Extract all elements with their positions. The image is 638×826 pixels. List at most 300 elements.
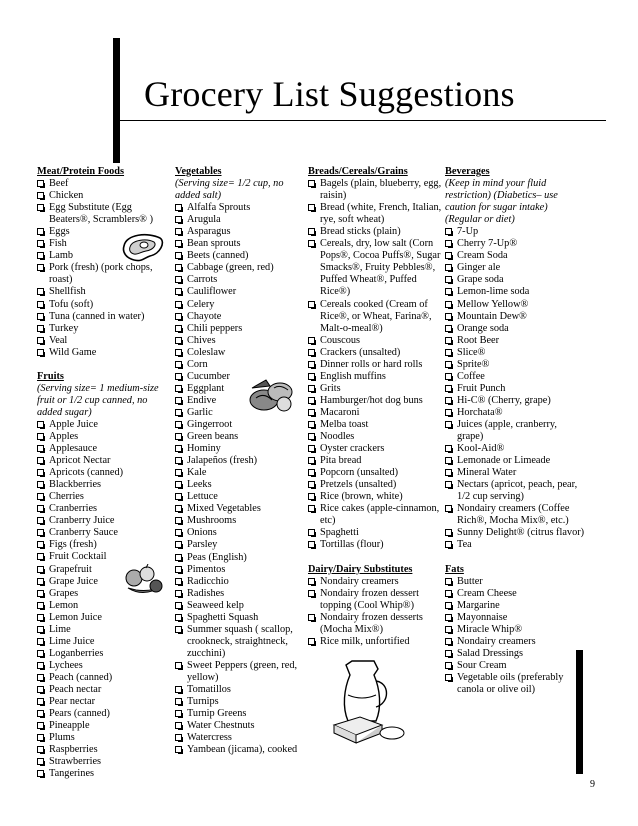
checkbox-icon[interactable] xyxy=(175,325,182,332)
list-item xyxy=(445,419,585,443)
checkbox-icon[interactable] xyxy=(445,614,452,621)
list-item-label: Jalapeños (fresh) xyxy=(187,455,258,467)
checkbox-icon[interactable] xyxy=(308,373,315,380)
checkbox-icon[interactable] xyxy=(445,397,452,404)
checkbox-icon[interactable] xyxy=(308,481,315,488)
checkbox-icon[interactable] xyxy=(37,662,44,669)
list-item-label: Butter xyxy=(457,575,483,587)
list-item-label: Cream Soda xyxy=(457,250,508,262)
checkbox-icon[interactable] xyxy=(175,216,182,223)
list-item-label: Gingerroot xyxy=(187,418,233,430)
list-item-label: Mixed Vegetables xyxy=(187,503,261,515)
checkbox-icon[interactable] xyxy=(37,650,44,657)
list-item xyxy=(37,503,171,515)
list-item-label: Horchata® xyxy=(457,406,503,418)
checkbox-icon[interactable] xyxy=(175,204,182,211)
list-item xyxy=(37,768,171,780)
checkbox-icon[interactable] xyxy=(175,614,182,621)
list-item-label: Egg Substitute (Egg Beaters®, Scramblers® ) xyxy=(49,202,153,226)
checkbox-icon[interactable] xyxy=(445,240,452,247)
checkbox-icon[interactable] xyxy=(308,301,315,308)
checkbox-icon[interactable] xyxy=(445,361,452,368)
list-item xyxy=(445,226,585,238)
checkbox-icon[interactable] xyxy=(37,445,44,452)
list-item-label: Dinner rolls or hard rolls xyxy=(320,358,423,370)
list-item xyxy=(175,696,303,708)
checkbox-icon[interactable] xyxy=(175,337,182,344)
list-item-label: Rice cakes (apple-cinnamon, etc) xyxy=(320,503,440,527)
checkbox-icon[interactable] xyxy=(175,313,182,320)
section-heading: Meat/Protein Foods xyxy=(37,166,125,177)
checkbox-icon[interactable] xyxy=(445,445,452,452)
list-item-label: Pear nectar xyxy=(49,696,96,708)
list-item-label: Ginger ale xyxy=(457,262,501,274)
checkbox-icon[interactable] xyxy=(175,409,182,416)
checkbox-icon[interactable] xyxy=(308,469,315,476)
checkbox-icon[interactable] xyxy=(37,517,44,524)
list-item xyxy=(37,672,171,684)
checkbox-icon[interactable] xyxy=(175,505,182,512)
checkbox-icon[interactable] xyxy=(445,590,452,597)
checkbox-icon[interactable] xyxy=(175,240,182,247)
list-item xyxy=(175,335,303,347)
list-item-label: Lemonade or Limeade xyxy=(457,455,551,467)
list-item xyxy=(37,684,171,696)
checkbox-icon[interactable] xyxy=(175,493,182,500)
list-item-label: Kale xyxy=(187,467,207,479)
list-item-label: Pretzels (unsalted) xyxy=(320,479,397,491)
checkbox-icon[interactable] xyxy=(37,674,44,681)
list-item-label: Peach (canned) xyxy=(49,671,113,683)
checkbox-icon[interactable] xyxy=(445,457,452,464)
checkbox-icon[interactable] xyxy=(445,252,452,259)
checkbox-icon[interactable] xyxy=(175,433,182,440)
list-item xyxy=(37,299,171,311)
list-item xyxy=(175,491,303,503)
column-3 xyxy=(308,166,442,648)
checkbox-icon[interactable] xyxy=(445,541,452,548)
list-item xyxy=(175,744,303,756)
checkbox-icon[interactable] xyxy=(37,553,44,560)
checkbox-icon[interactable] xyxy=(37,590,44,597)
checkbox-icon[interactable] xyxy=(445,337,452,344)
list-item xyxy=(37,600,171,612)
page-number: 9 xyxy=(590,779,595,790)
checkbox-icon[interactable] xyxy=(308,361,315,368)
list-item xyxy=(308,238,442,298)
checkbox-icon[interactable] xyxy=(175,457,182,464)
list-item xyxy=(175,262,303,274)
checkbox-icon[interactable] xyxy=(37,710,44,717)
checkbox-icon[interactable] xyxy=(175,252,182,259)
list-item xyxy=(445,335,585,347)
checkbox-icon[interactable] xyxy=(308,590,315,597)
checkbox-icon[interactable] xyxy=(175,578,182,585)
checkbox-icon[interactable] xyxy=(445,288,452,295)
checkbox-icon[interactable] xyxy=(37,252,44,259)
list-item-label: Wild Game xyxy=(49,346,97,358)
checkbox-icon[interactable] xyxy=(445,626,452,633)
list-item-label: Apricot Nectar xyxy=(49,455,111,467)
checkbox-icon[interactable] xyxy=(445,264,452,271)
list-item xyxy=(445,527,585,539)
list-item-label: Spaghetti xyxy=(320,527,359,539)
list-item xyxy=(175,515,303,527)
checkbox-icon[interactable] xyxy=(175,373,182,380)
checkbox-icon[interactable] xyxy=(175,529,182,536)
list-item xyxy=(308,419,442,431)
checkbox-icon[interactable] xyxy=(175,276,182,283)
checkbox-icon[interactable] xyxy=(37,457,44,464)
list-item xyxy=(308,178,442,202)
checkbox-icon[interactable] xyxy=(175,445,182,452)
decorative-bar-top xyxy=(113,38,120,163)
list-item xyxy=(445,600,585,612)
checkbox-icon[interactable] xyxy=(37,578,44,585)
list-item xyxy=(445,286,585,298)
list-item xyxy=(308,359,442,371)
list-item xyxy=(37,431,171,443)
list-item xyxy=(37,696,171,708)
checkbox-icon[interactable] xyxy=(308,578,315,585)
checkbox-icon[interactable] xyxy=(308,385,315,392)
list-item-label: Tea xyxy=(457,539,472,551)
list-item-label: Fruit Punch xyxy=(457,382,506,394)
list-item-label: Turkey xyxy=(49,322,79,334)
list-item-label: Lemon-lime soda xyxy=(457,286,530,298)
checkbox-icon[interactable] xyxy=(175,698,182,705)
list-item-label: Lychees xyxy=(49,659,83,671)
checkbox-icon[interactable] xyxy=(175,554,182,561)
list-item-label: Margarine xyxy=(457,599,500,611)
list-item xyxy=(308,503,442,527)
checkbox-icon[interactable] xyxy=(308,409,315,416)
list-item xyxy=(37,515,171,527)
list-item xyxy=(445,407,585,419)
checkbox-icon[interactable] xyxy=(175,686,182,693)
checkbox-icon[interactable] xyxy=(445,228,452,235)
list-item-label: Chili peppers xyxy=(187,322,243,334)
list-item xyxy=(308,335,442,347)
checkbox-icon[interactable] xyxy=(175,566,182,573)
checkbox-icon[interactable] xyxy=(175,590,182,597)
list-item-label: Juices (apple, cranberry, grape) xyxy=(457,418,557,443)
checkbox-icon[interactable] xyxy=(37,614,44,621)
list-item xyxy=(37,648,171,660)
checkbox-icon[interactable] xyxy=(308,180,315,187)
checkbox-icon[interactable] xyxy=(37,626,44,633)
checkbox-icon[interactable] xyxy=(308,228,315,235)
list-item xyxy=(37,720,171,732)
checkbox-icon[interactable] xyxy=(445,349,452,356)
list-item-label: Veal xyxy=(49,334,68,346)
vegetables-icon xyxy=(246,374,296,414)
list-item xyxy=(37,467,171,479)
checkbox-icon[interactable] xyxy=(37,433,44,440)
checkbox-icon[interactable] xyxy=(308,505,315,512)
list-item xyxy=(37,551,171,563)
list-item xyxy=(308,467,442,479)
checkbox-icon[interactable] xyxy=(37,566,44,573)
checkbox-icon[interactable] xyxy=(445,674,452,681)
list-item-label: Apples xyxy=(49,430,79,442)
list-item-label: Lettuce xyxy=(187,491,218,503)
list-item xyxy=(37,479,171,491)
list-item-label: Asparagus xyxy=(187,226,231,238)
list-item-label: Mellow Yellow® xyxy=(457,298,529,310)
list-item-label: Tangerines xyxy=(49,768,95,780)
milk-pitcher-icon xyxy=(330,655,408,745)
checkbox-icon[interactable] xyxy=(175,397,182,404)
checkbox-icon[interactable] xyxy=(37,770,44,777)
checkbox-icon[interactable] xyxy=(37,505,44,512)
list-item xyxy=(175,527,303,539)
checkbox-icon[interactable] xyxy=(37,469,44,476)
list-item xyxy=(37,323,171,335)
list-item xyxy=(445,660,585,672)
list-item-label: Hominy xyxy=(187,443,221,455)
list-item xyxy=(175,539,303,551)
checkbox-icon[interactable] xyxy=(37,421,44,428)
list-item-label: Cream Cheese xyxy=(457,587,517,599)
checkbox-icon[interactable] xyxy=(445,505,452,512)
checkbox-icon[interactable] xyxy=(175,722,182,729)
list-item-label: Noodles xyxy=(320,431,355,443)
list-item-label: Peas (English) xyxy=(187,551,247,563)
checkbox-icon[interactable] xyxy=(308,397,315,404)
checkbox-icon[interactable] xyxy=(175,288,182,295)
list-item xyxy=(445,323,585,335)
checkbox-icon[interactable] xyxy=(445,662,452,669)
list-item xyxy=(445,539,585,551)
checkbox-icon[interactable] xyxy=(308,457,315,464)
list-item-label: Bread sticks (plain) xyxy=(320,226,401,238)
list-item-label: Nectars (apricot, peach, pear, 1/2 cup serving) xyxy=(457,479,578,503)
list-item xyxy=(308,407,442,419)
column-2 xyxy=(175,166,303,756)
checkbox-icon[interactable] xyxy=(308,529,315,536)
list-item xyxy=(175,624,303,660)
checkbox-icon[interactable] xyxy=(37,602,44,609)
list-item xyxy=(175,274,303,286)
checkbox-icon[interactable] xyxy=(37,746,44,753)
checkbox-icon[interactable] xyxy=(445,373,452,380)
list-item-label: Lamb xyxy=(49,250,74,262)
checkbox-icon[interactable] xyxy=(175,517,182,524)
list-item xyxy=(308,383,442,395)
list-item-label: Cucumber xyxy=(187,370,230,382)
list-item xyxy=(37,455,171,467)
list-item xyxy=(37,419,171,431)
list-item-label: Garlic xyxy=(187,406,213,418)
list-item xyxy=(175,419,303,431)
list-item xyxy=(37,539,171,551)
section-heading: Breads/Cereals/Grains xyxy=(308,166,408,177)
list-item-label: Grapes xyxy=(49,587,79,599)
list-item-label: Radicchio xyxy=(187,575,229,587)
checkbox-icon[interactable] xyxy=(445,481,452,488)
checkbox-icon[interactable] xyxy=(175,662,182,669)
list-item-label: Strawberries xyxy=(49,756,102,768)
list-item xyxy=(308,395,442,407)
checkbox-icon[interactable] xyxy=(175,361,182,368)
list-item-label: Nondairy creamers (Coffee Rich®, Mocha Mix®, etc.) xyxy=(457,503,570,527)
serving-note: (Serving size= 1 medium-size fruit or 1/2 cup canned, no added sugar) xyxy=(37,382,159,418)
list-item-label: Tomatillos xyxy=(187,684,231,696)
checkbox-icon[interactable] xyxy=(175,301,182,308)
list-item-label: Turnips xyxy=(187,696,219,708)
checkbox-icon[interactable] xyxy=(37,541,44,548)
checkbox-icon[interactable] xyxy=(175,228,182,235)
list-item-label: Kool-Aid® xyxy=(457,443,505,455)
section-heading: Fruits xyxy=(37,370,64,382)
section-heading: Vegetables xyxy=(175,166,222,177)
serving-note: (Keep in mind your fluid restriction) (Diabetics– use caution for sugar intake) (Regular or diet) xyxy=(445,178,558,226)
checkbox-icon[interactable] xyxy=(445,313,452,320)
checkbox-icon[interactable] xyxy=(37,698,44,705)
checkbox-icon[interactable] xyxy=(445,325,452,332)
list-item xyxy=(175,564,303,576)
list-item xyxy=(308,636,442,648)
checkbox-icon[interactable] xyxy=(37,758,44,765)
checkbox-icon[interactable] xyxy=(37,722,44,729)
list-item-label: Seaweed kelp xyxy=(187,599,244,611)
list-item-label: Turnip Greens xyxy=(187,708,247,720)
checkbox-icon[interactable] xyxy=(37,301,44,308)
checkbox-icon[interactable] xyxy=(308,638,315,645)
checkbox-icon[interactable] xyxy=(37,264,44,271)
checkbox-icon[interactable] xyxy=(37,204,44,211)
checkbox-icon[interactable] xyxy=(175,746,182,753)
list-item xyxy=(175,708,303,720)
list-item xyxy=(37,311,171,323)
checkbox-icon[interactable] xyxy=(445,638,452,645)
list-item xyxy=(445,588,585,600)
list-item-label: Pimentos xyxy=(187,563,226,575)
list-item-label: Tofu (soft) xyxy=(49,298,94,310)
list-item xyxy=(37,443,171,455)
list-item-label: English muffins xyxy=(320,370,386,382)
checkbox-icon[interactable] xyxy=(445,650,452,657)
list-item-label: Peach nectar xyxy=(49,683,102,695)
list-item xyxy=(175,202,303,214)
checkbox-icon[interactable] xyxy=(308,614,315,621)
checkbox-icon[interactable] xyxy=(37,228,44,235)
list-item xyxy=(175,455,303,467)
checkbox-icon[interactable] xyxy=(175,264,182,271)
checkbox-icon[interactable] xyxy=(37,240,44,247)
section-gap xyxy=(445,552,585,564)
checkbox-icon[interactable] xyxy=(175,710,182,717)
list-item-label: Miracle Whip® xyxy=(457,623,523,635)
checkbox-icon[interactable] xyxy=(37,349,44,356)
checkbox-icon[interactable] xyxy=(37,180,44,187)
list-item xyxy=(175,286,303,298)
checkbox-icon[interactable] xyxy=(308,493,315,500)
checkbox-icon[interactable] xyxy=(175,469,182,476)
checkbox-icon[interactable] xyxy=(175,626,182,633)
list-item xyxy=(175,479,303,491)
checkbox-icon[interactable] xyxy=(37,325,44,332)
list-item-label: Hi-C® (Cherry, grape) xyxy=(457,394,551,406)
checkbox-icon[interactable] xyxy=(445,529,452,536)
checkbox-icon[interactable] xyxy=(37,734,44,741)
checkbox-icon[interactable] xyxy=(175,602,182,609)
list-item-label: Yambean (jicama), cooked xyxy=(187,744,298,756)
checkbox-icon[interactable] xyxy=(175,349,182,356)
checkbox-icon[interactable] xyxy=(445,385,452,392)
title-rule xyxy=(120,120,606,121)
checkbox-icon[interactable] xyxy=(37,638,44,645)
checkbox-icon[interactable] xyxy=(175,385,182,392)
list-item-label: Coleslaw xyxy=(187,346,226,358)
checkbox-icon[interactable] xyxy=(308,337,315,344)
list-item xyxy=(37,624,171,636)
list-item-label: Water Chestnuts xyxy=(187,720,255,732)
list-item-label: Cranberry Juice xyxy=(49,515,115,527)
list-item xyxy=(445,274,585,286)
checkbox-icon[interactable] xyxy=(175,421,182,428)
checkbox-icon[interactable] xyxy=(37,529,44,536)
list-item-label: Carrots xyxy=(187,274,218,286)
checkbox-icon[interactable] xyxy=(37,481,44,488)
checkbox-icon[interactable] xyxy=(445,409,452,416)
list-item xyxy=(308,443,442,455)
checkbox-icon[interactable] xyxy=(37,686,44,693)
list-item xyxy=(445,299,585,311)
checkbox-icon[interactable] xyxy=(175,481,182,488)
checkbox-icon[interactable] xyxy=(308,421,315,428)
list-item xyxy=(37,347,171,359)
checkbox-icon[interactable] xyxy=(445,602,452,609)
list-item-label: Raspberries xyxy=(49,744,98,756)
list-item xyxy=(175,660,303,684)
checkbox-icon[interactable] xyxy=(175,734,182,741)
checkbox-icon[interactable] xyxy=(445,578,452,585)
checkbox-icon[interactable] xyxy=(308,240,315,247)
list-item xyxy=(175,226,303,238)
list-item xyxy=(308,431,442,443)
list-item-label: Lime Juice xyxy=(49,635,95,647)
checkbox-icon[interactable] xyxy=(308,433,315,440)
serving-note: (Serving size= 1/2 cup, no added salt) xyxy=(175,178,284,202)
checkbox-icon[interactable] xyxy=(445,276,452,283)
checkbox-icon[interactable] xyxy=(37,337,44,344)
list-item xyxy=(445,347,585,359)
checkbox-icon[interactable] xyxy=(37,192,44,199)
checkbox-icon[interactable] xyxy=(175,541,182,548)
section-heading: Fats xyxy=(445,563,464,575)
list-item-label: Pineapple xyxy=(49,720,90,732)
checkbox-icon[interactable] xyxy=(308,204,315,211)
checkbox-icon[interactable] xyxy=(308,445,315,452)
checkbox-icon[interactable] xyxy=(37,288,44,295)
checkbox-icon[interactable] xyxy=(445,301,452,308)
list-item xyxy=(175,576,303,588)
checkbox-icon[interactable] xyxy=(308,541,315,548)
checkbox-icon[interactable] xyxy=(37,313,44,320)
list-item-label: Sweet Peppers (green, red, yellow) xyxy=(187,659,298,683)
checkbox-icon[interactable] xyxy=(445,421,452,428)
checkbox-icon[interactable] xyxy=(308,349,315,356)
list-item xyxy=(308,539,442,551)
checkbox-icon[interactable] xyxy=(37,493,44,500)
checkbox-icon[interactable] xyxy=(445,469,452,476)
list-item xyxy=(37,178,171,190)
list-item xyxy=(445,359,585,371)
list-item-label: Tuna (canned in water) xyxy=(49,310,145,322)
list-item xyxy=(308,455,442,467)
